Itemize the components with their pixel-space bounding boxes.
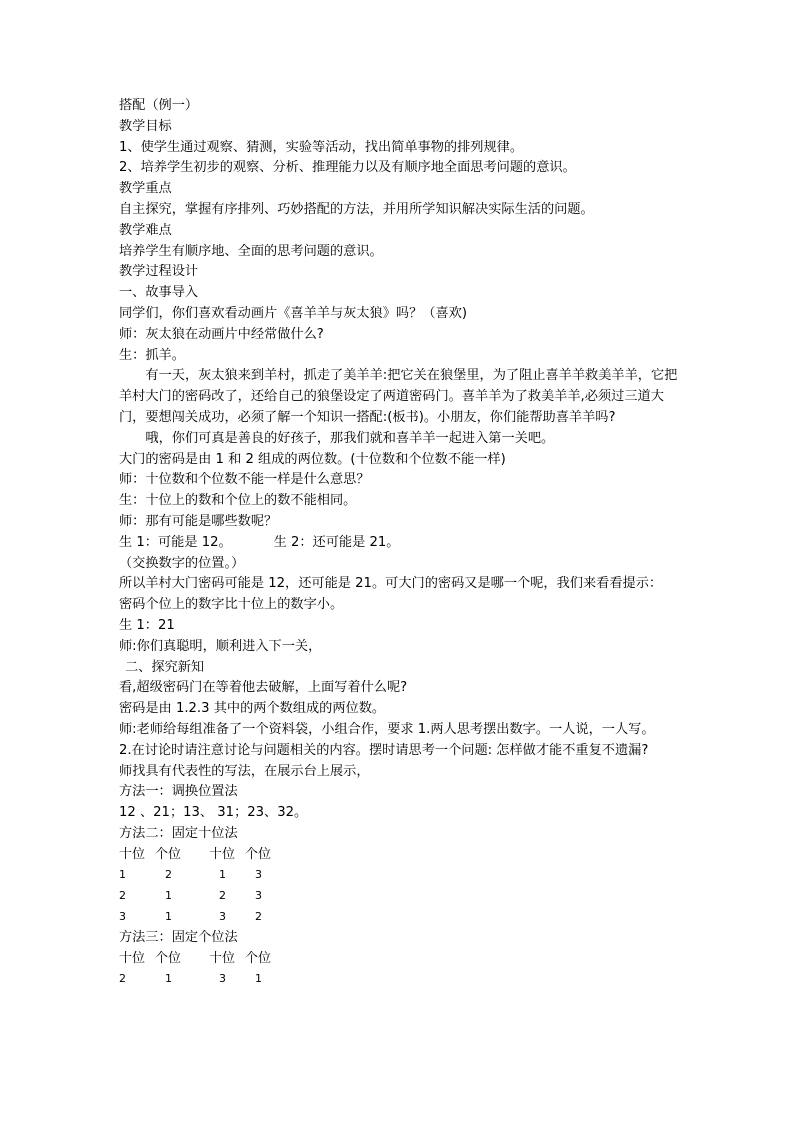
table-cell: 3 bbox=[219, 972, 226, 986]
dialogue-line: 生 1：21 bbox=[119, 617, 175, 633]
header-cell: 十位 bbox=[209, 846, 236, 862]
table-header-row bbox=[119, 845, 689, 866]
dialogue-line: 师：十位数和个位数不能一样是什么意思？ bbox=[119, 472, 370, 488]
header-cell: 十位 bbox=[209, 950, 236, 966]
table-row bbox=[119, 907, 689, 928]
table-row bbox=[119, 969, 689, 990]
table-cell: 1 bbox=[255, 972, 262, 986]
method-1-result: 12 、21；13、 31；23、32。 bbox=[119, 805, 308, 821]
header-cell: 个位 bbox=[245, 950, 272, 966]
dialogue-line: 所以羊村大门密码可能是 12，还可能是 21。可大门的密码又是哪一个呢，我们来看看提示： bbox=[119, 576, 663, 592]
table-cell: 1 bbox=[119, 868, 126, 882]
table-cell: 2 bbox=[255, 910, 262, 924]
difficulty-text: 培养学生有顺序地、全面的思考问题的意识。 bbox=[119, 243, 383, 259]
dialogue-line: 2.在讨论时请注意讨论与问题相关的内容。摆时请思考一个问题: 怎样做才能不重复不遗漏? bbox=[119, 742, 649, 758]
objective-1: 1、使学生通过观察、猜测，实验等活动，找出简单事物的排列规律。 bbox=[119, 139, 524, 155]
table-cell: 1 bbox=[219, 868, 226, 882]
story-paragraph: 有一天，灰太狼来到羊村，抓走了美羊羊:把它关在狼堡里，为了阻止喜羊羊救美羊羊，它把羊村大门的密码改了，还给自己的狼堡设定了两道密码门。喜羊羊为了救美羊羊,必须过三道大门，要想闯关成功，必须了解一个知识一搭配:(板书)。小朋友，你们能帮助喜羊羊吗? bbox=[119, 368, 678, 425]
table-header-row bbox=[119, 949, 689, 970]
dialogue-line: 密码是由 1.2.3 其中的两个数组成的两位数。 bbox=[119, 701, 386, 717]
dialogue-line: 师：那有可能是哪些数呢？ bbox=[119, 513, 278, 529]
dialogue-line: 同学们，你们喜欢看动画片《喜羊羊与灰太狼》吗？（喜欢) bbox=[119, 305, 468, 321]
method-1-heading: 方法一：调换位置法 bbox=[119, 784, 238, 800]
header-cell: 十位 bbox=[119, 950, 146, 966]
header-cell: 个位 bbox=[155, 950, 182, 966]
story-paragraph-2: 哦，你们可真是善良的好孩子，那我们就和喜羊羊一起进入第一关吧。 bbox=[145, 430, 555, 446]
table-cell: 3 bbox=[255, 889, 262, 903]
table-cell: 2 bbox=[165, 868, 172, 882]
table-cell: 3 bbox=[219, 910, 226, 924]
header-cell: 个位 bbox=[245, 846, 272, 862]
dialogue-line: 密码个位上的数字比十位上的数字小。 bbox=[119, 597, 344, 613]
section-heading-key-points: 教学重点 bbox=[119, 181, 172, 197]
table-row bbox=[119, 865, 689, 886]
dialogue-line: 师找具有代表性的写法，在展示台上展示， bbox=[119, 763, 370, 779]
section-heading-objectives: 教学目标 bbox=[119, 118, 172, 134]
subsection-story-intro: 一、故事导入 bbox=[119, 285, 199, 301]
table-cell: 2 bbox=[119, 889, 126, 903]
dialogue-line: 生 1：可能是 12。 生 2：还可能是 21。 bbox=[119, 534, 400, 550]
table-cell: 3 bbox=[255, 868, 262, 882]
section-heading-process: 教学过程设计 bbox=[119, 264, 199, 280]
dialogue-line: 生：十位上的数和个位上的数不能相同。 bbox=[119, 493, 357, 509]
dialogue-line: 师:你们真聪明，顺利进入下一关， bbox=[119, 638, 322, 654]
header-cell: 十位 bbox=[119, 846, 146, 862]
method-3-heading: 方法三：固定个位法 bbox=[119, 929, 238, 945]
dialogue-line: （交换数字的位置。） bbox=[119, 555, 245, 571]
key-point-text: 自主探究，掌握有序排列、巧妙搭配的方法，并用所学知识解决实际生活的问题。 bbox=[119, 201, 594, 217]
table-row bbox=[119, 886, 689, 907]
table-cell: 1 bbox=[165, 889, 172, 903]
table-cell: 1 bbox=[165, 910, 172, 924]
dialogue-line: 生：抓羊。 bbox=[119, 347, 185, 363]
dialogue-line: 大门的密码是由 1 和 2 组成的两位数。(十位数和个位数不能一样) bbox=[119, 451, 506, 467]
table-cell: 2 bbox=[219, 889, 226, 903]
method-2-heading: 方法二：固定十位法 bbox=[119, 825, 238, 841]
dialogue-line: 师：灰太狼在动画片中经常做什么? bbox=[119, 326, 324, 342]
objective-2: 2、培养学生初步的观察、分析、推理能力以及有顺序地全面思考问题的意识。 bbox=[119, 160, 576, 176]
table-cell: 2 bbox=[119, 972, 126, 986]
dialogue-line: 师:老师给每组准备了一个资料袋，小组合作，要求 1.两人思考摆出数字。一人说，一人写。 bbox=[119, 721, 655, 737]
table-cell: 1 bbox=[165, 972, 172, 986]
doc-title: 搭配（例一） bbox=[119, 98, 199, 113]
section-heading-difficulties: 教学难点 bbox=[119, 222, 172, 238]
subsection-explore: 二、探究新知 bbox=[125, 659, 205, 675]
header-cell: 个位 bbox=[155, 846, 182, 862]
document-body bbox=[119, 96, 689, 990]
table-cell: 3 bbox=[119, 910, 126, 924]
dialogue-line: 看,超级密码门在等着他去破解，上面写着什么呢? bbox=[119, 680, 408, 696]
